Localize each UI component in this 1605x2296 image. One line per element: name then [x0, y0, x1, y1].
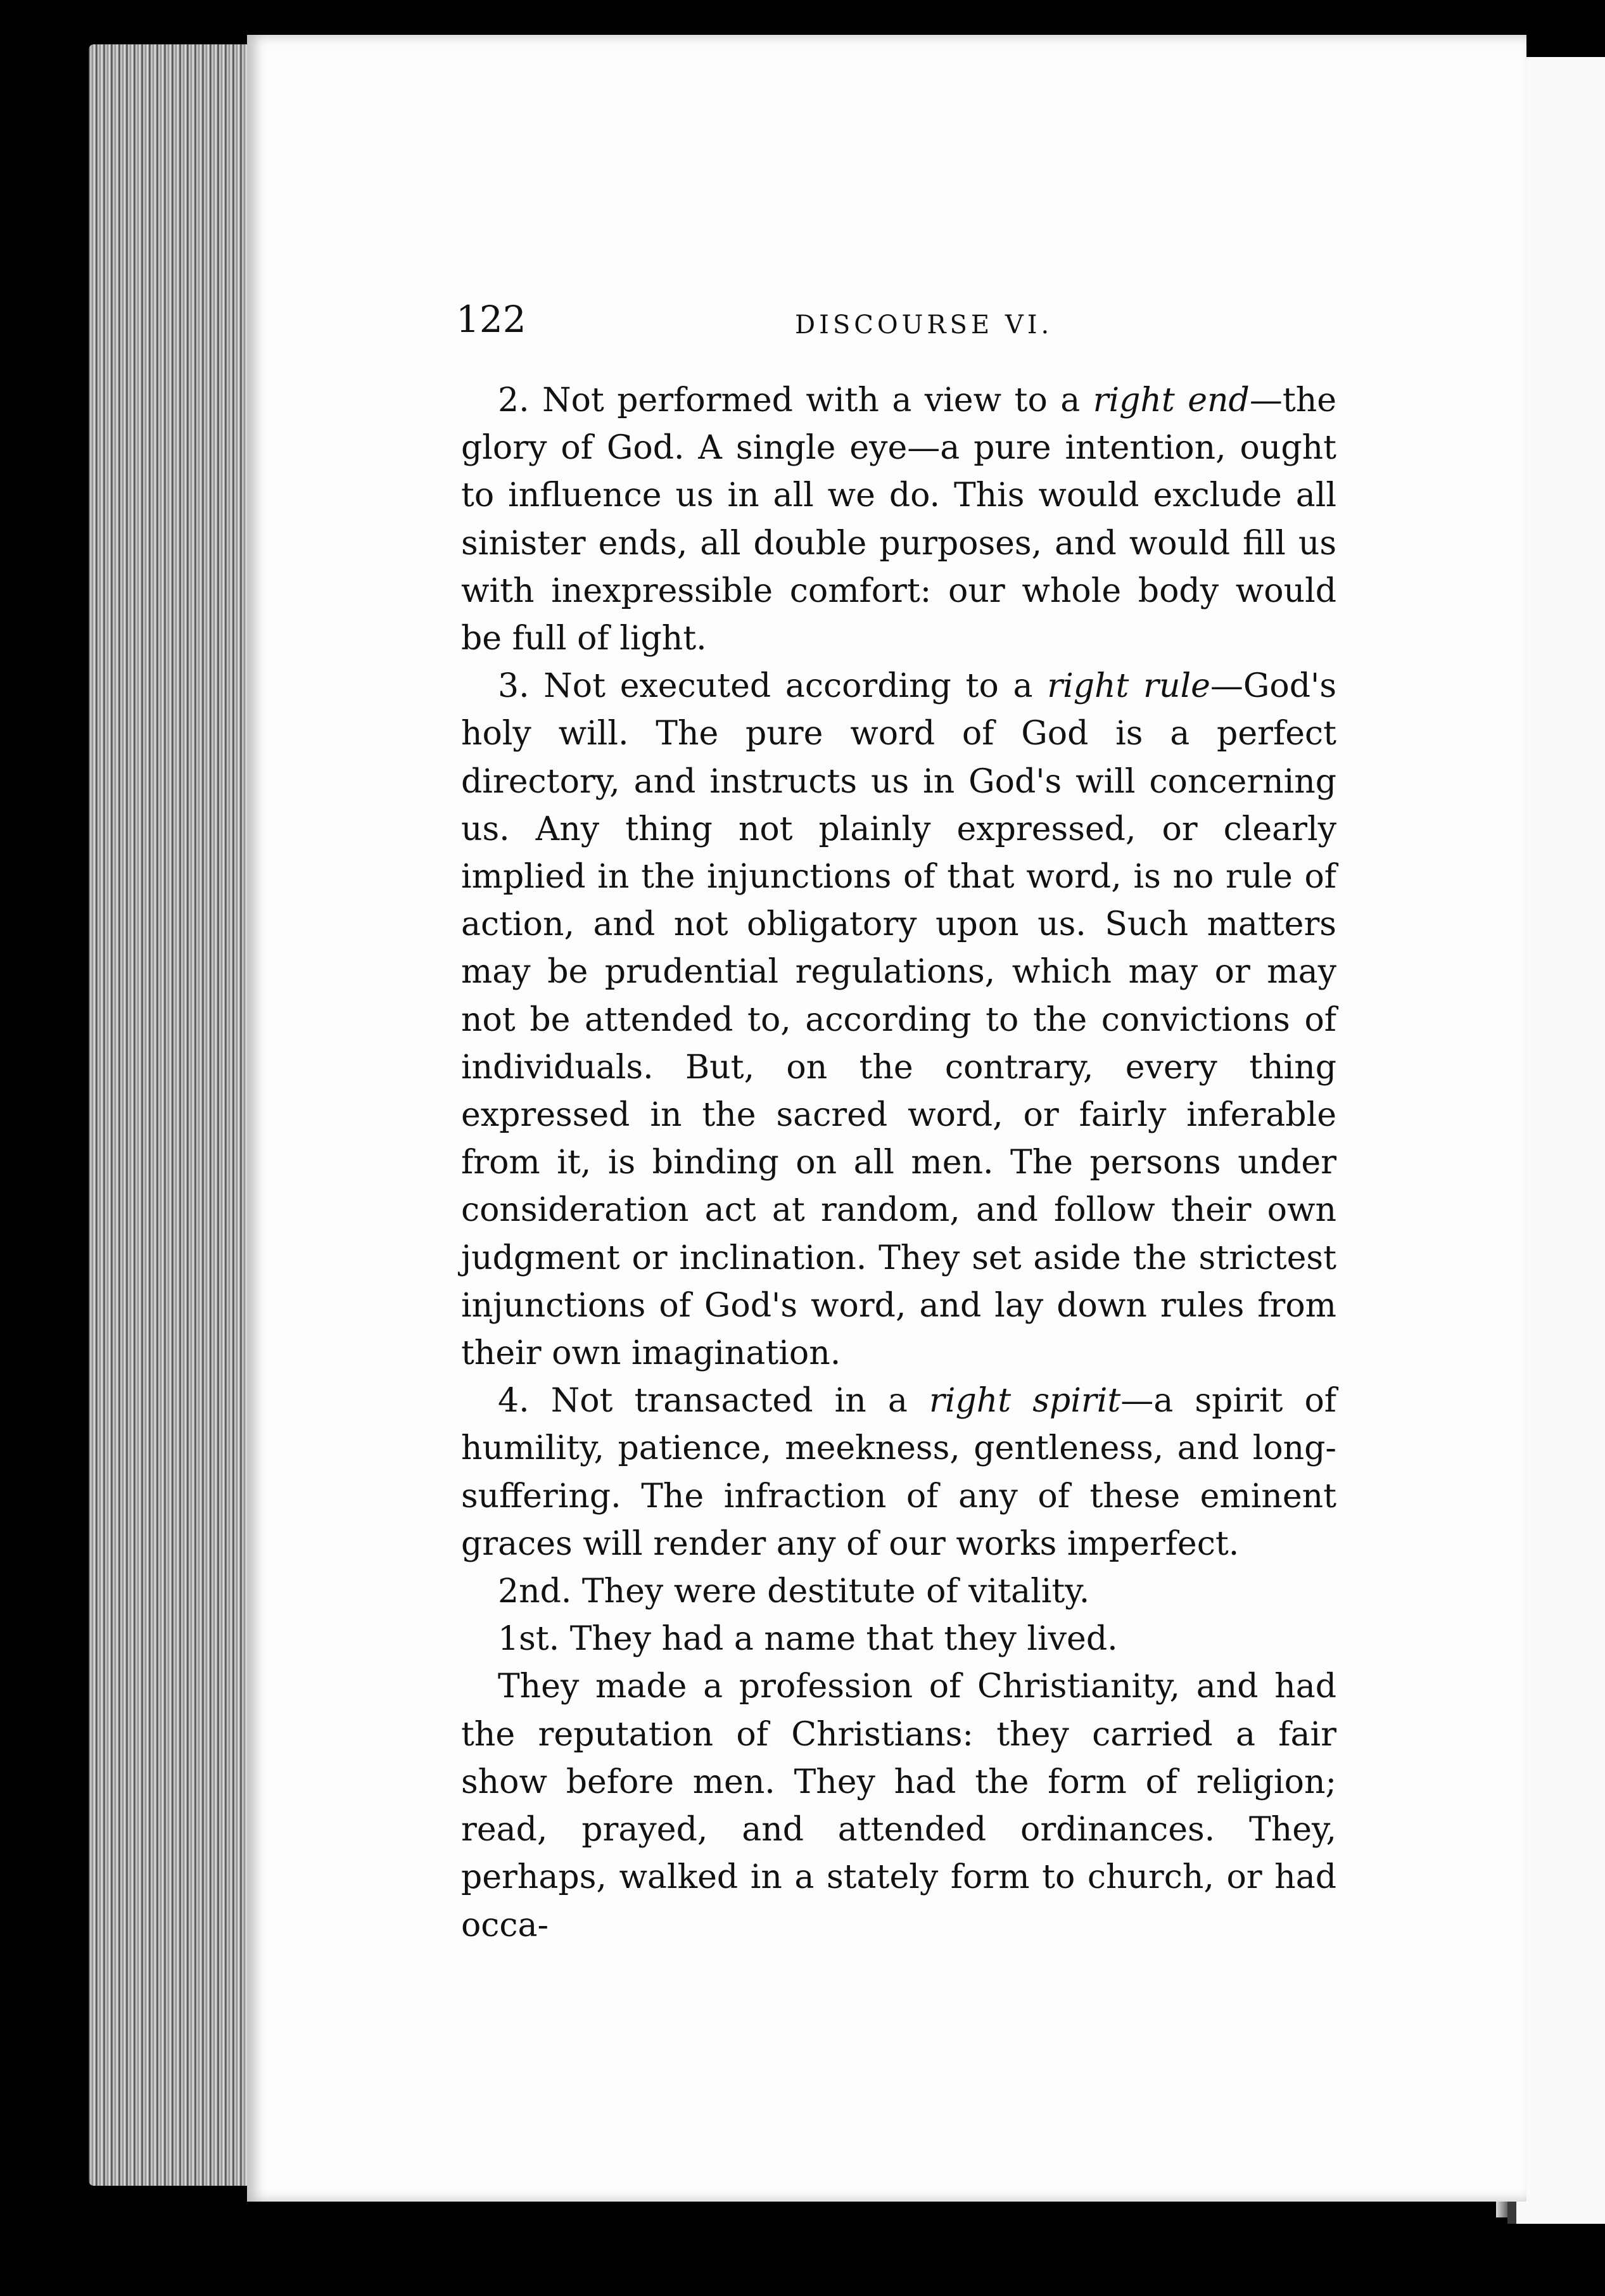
paragraph: They made a profession of Christianity, and had the reputation of Christians: they carried a fair show before men. They had the form of religion; read, prayed, and attended ordinances. They, perhaps, walked in a stately form to church, or had occa- [461, 1668, 1336, 1944]
paragraph: 3. Not executed according to a right rule—God's holy will. The pure word of God is a perfect directory, and instructs us in God's will concerning us. Any thing not plainly expressed, or clearly implied in the injunctions of that word, is no rule of action, and not obligatory upon us. Such matters may be prudential regulations, which may or may not be attended to, according to the convictions of individuals. But, on the contrary, every thing expressed in the sacred word, or fairly inferable from it, is binding on all men. The persons under consideration act at random, and follow their own judgment or inclination. They set aside the strictest injunctions of God's word, and lay down rules from their own imagination. [461, 667, 1337, 1373]
body-text [461, 377, 1336, 1949]
page-number: 122 [456, 298, 526, 341]
page-header [456, 298, 1343, 355]
paragraph: 2nd. They were destitute of vitality. [498, 1572, 1090, 1611]
paragraph: 1st. They had a name that they lived. [498, 1620, 1118, 1659]
paragraph: 4. Not transacted in a right spirit—a spirit of humility, patience, meekness, gentleness, and long-suffering. The infraction of any of these eminent graces will render any of our works imperfect. [461, 1382, 1336, 1563]
running-head: DISCOURSE VI. [795, 310, 1053, 340]
paragraph: 2. Not performed with a view to a right end—the glory of God. A single eye—a pure intention, ought to influence us in all we do. This would exclude all sinister ends, all double purposes, and would fill us with inexpressible comfort: our whole body would be full of light. [461, 381, 1336, 658]
